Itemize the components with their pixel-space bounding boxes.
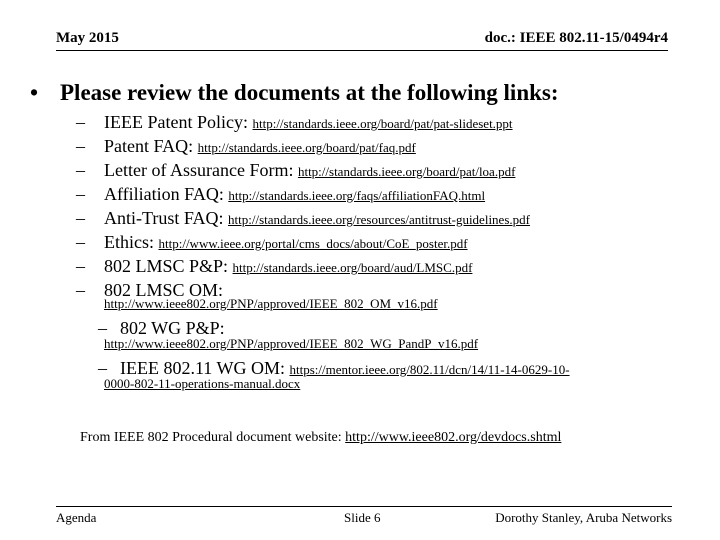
item-link[interactable]: http://www.ieee.org/portal/cms_docs/about/CoE_poster.pdf xyxy=(158,236,468,251)
header-rule xyxy=(56,50,668,51)
item-label: Anti-Trust FAQ: xyxy=(104,208,224,228)
item-wg-pandp-link-row xyxy=(104,336,478,352)
item-link[interactable]: http://standards.ieee.org/board/pat/pat-slideset.ppt xyxy=(252,116,513,131)
dash-icon: – xyxy=(98,318,107,338)
footer-rule xyxy=(56,506,672,507)
from-line xyxy=(80,430,561,446)
item-lmsc-om-link-row xyxy=(104,296,438,312)
footer-agenda: Agenda xyxy=(56,510,97,525)
item-link[interactable]: http://standards.ieee.org/board/aud/LMSC.pdf xyxy=(232,260,473,275)
item-link[interactable]: http://standards.ieee.org/resources/antitrust-guidelines.pdf xyxy=(228,212,530,227)
dash-icon: – xyxy=(76,112,85,132)
dash-icon: – xyxy=(98,358,107,378)
item-antitrust-faq xyxy=(76,207,530,231)
item-label: 802 LMSC OM: xyxy=(104,280,224,300)
from-text: From IEEE 802 Procedural document website: xyxy=(80,430,342,445)
item-ethics xyxy=(76,231,468,255)
dash-icon: – xyxy=(76,184,85,204)
item-link[interactable]: https://mentor.ieee.org/802.11/dcn/14/11-14-0629-10- xyxy=(289,362,570,377)
dash-icon: – xyxy=(76,256,85,276)
dash-icon: – xyxy=(76,280,85,300)
item-label: IEEE Patent Policy: xyxy=(104,112,248,132)
dash-icon: – xyxy=(76,208,85,228)
header-date: May 2015 xyxy=(56,30,119,46)
from-link[interactable]: http://www.ieee802.org/devdocs.shtml xyxy=(345,430,562,445)
item-patent-policy xyxy=(76,111,513,135)
item-link[interactable]: http://www.ieee802.org/PNP/approved/IEEE_802_OM_v16.pdf xyxy=(104,296,438,311)
item-link-continued[interactable]: 0000-802-11-operations-manual.docx xyxy=(104,376,301,391)
item-wg-om-link-row xyxy=(104,376,300,392)
item-loa-form xyxy=(76,159,515,183)
item-link[interactable]: http://standards.ieee.org/board/pat/loa.pdf xyxy=(297,164,516,179)
item-label: Ethics: xyxy=(104,232,154,252)
item-affiliation-faq xyxy=(76,183,485,207)
bullet-text: Please review the documents at the following links: xyxy=(60,80,559,105)
item-label: 802 WG P&P: xyxy=(120,318,225,338)
bullet-icon: • xyxy=(30,80,39,105)
item-label: Patent FAQ: xyxy=(104,136,194,156)
main-bullet xyxy=(30,80,559,106)
item-link[interactable]: http://standards.ieee.org/board/pat/faq.pdf xyxy=(197,140,416,155)
item-link[interactable]: http://standards.ieee.org/faqs/affiliationFAQ.html xyxy=(228,188,486,203)
item-label: Affiliation FAQ: xyxy=(104,184,224,204)
dash-icon: – xyxy=(76,136,85,156)
item-link[interactable]: http://www.ieee802.org/PNP/approved/IEEE_802_WG_PandP_v16.pdf xyxy=(104,336,479,351)
item-patent-faq xyxy=(76,135,416,159)
item-label: IEEE 802.11 WG OM: xyxy=(120,358,285,378)
item-label: Letter of Assurance Form: xyxy=(104,160,294,180)
dash-icon: – xyxy=(76,232,85,252)
dash-icon: – xyxy=(76,160,85,180)
footer-slide-number: Slide 6 xyxy=(344,510,381,525)
item-lmsc-pandp xyxy=(76,255,472,279)
footer-author: Dorothy Stanley, Aruba Networks xyxy=(495,510,672,525)
header-doc-id: doc.: IEEE 802.11-15/0494r4 xyxy=(484,30,668,46)
item-label: 802 LMSC P&P: xyxy=(104,256,229,276)
